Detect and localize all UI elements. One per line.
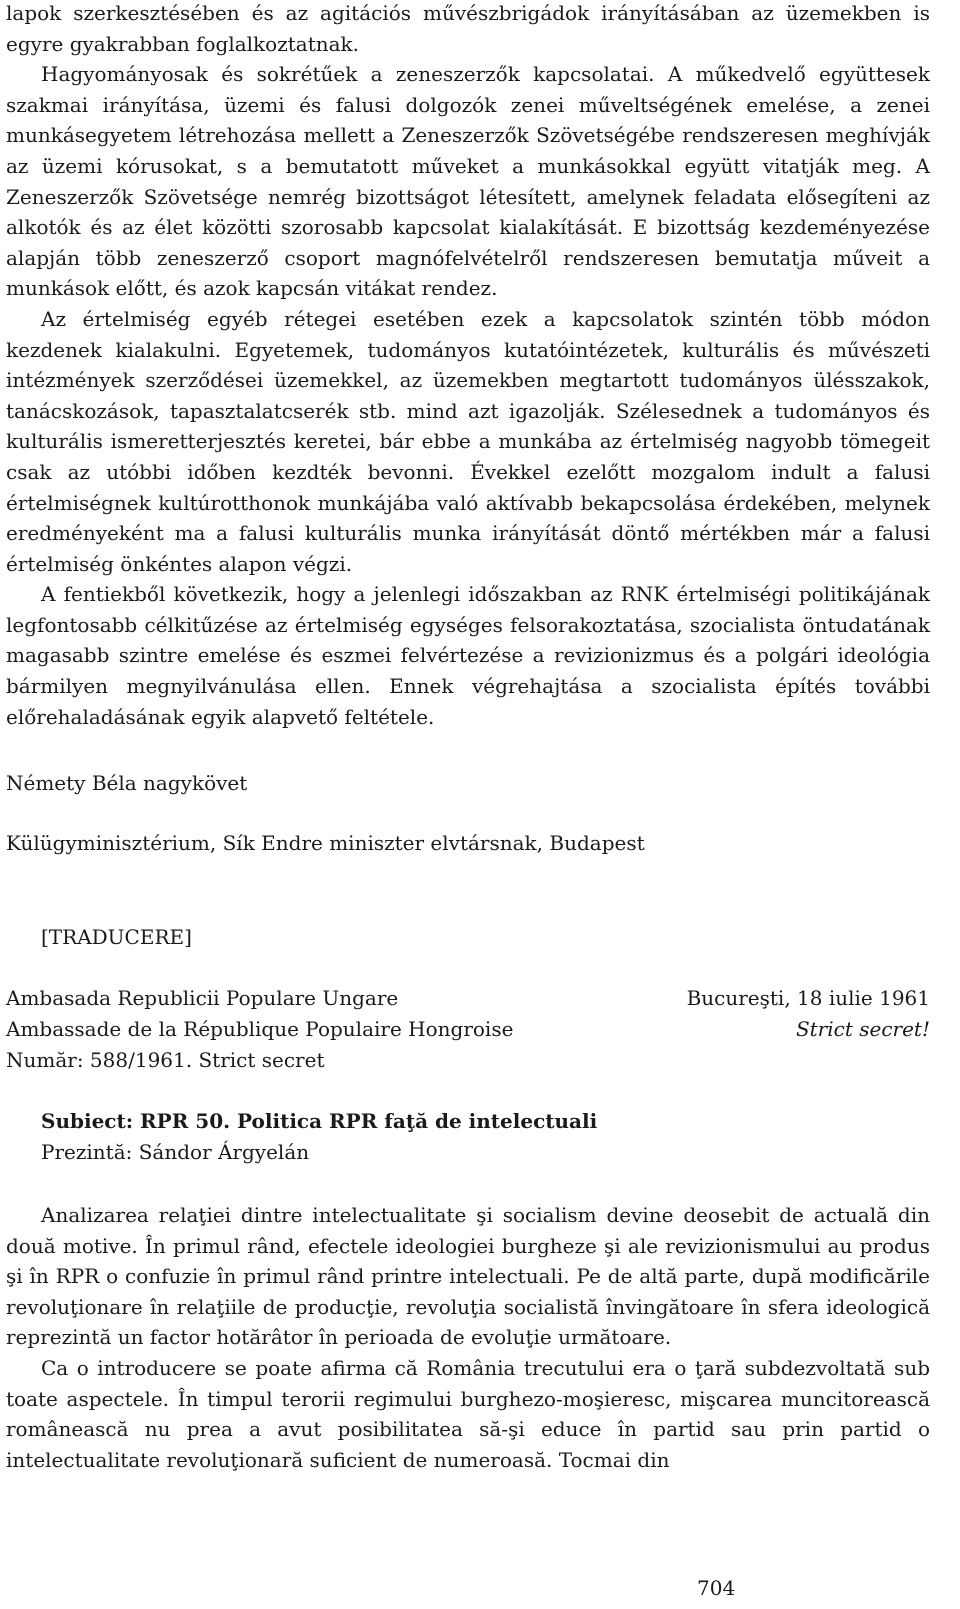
paragraph: Ca o introducere se poate afirma că România trecutului era o ţară subdezvoltată sub toate aspectele. În timpul terorii regimului burghezo-moşieresc, mişcarea muncitorească românească nu prea a avut posibilitatea să-şi educe în partid sau prin partid o intelectualitate revoluţionară suficient de numeroasă. Tocmai din <box>6 1355 930 1472</box>
classification: Strict secret! <box>795 1017 930 1041</box>
place-date: Bucureşti, 18 iulie 1961 <box>686 986 930 1010</box>
paragraph: Az értelmiség egyéb rétegei esetében ezek a kapcsolatok szintén több módon kezdenek kialakulni. Egyetemek, tudományos kutatóintézetek, kulturális és művészeti intézmények szerződései üzemekkel, az üzemekben megtartott tudományos ülésszakok, tanácskozások, tapasztalatcserék stb. mind azt igazolják. Szélesednek a tudományos és kulturális ismeretterjesztés keretei, bár ebbe a munkába az értelmiség nagyobb tömegeit csak az utóbbi időben kezdték bevonni. Évekkel ezelőtt mozgalom indult a falusi értelmiségnek kultúrotthonok munkájába való aktívabb bekapcsolása érdekében, melynek eredményeként ma a falusi kulturális munka irányítását döntő mértékben már a falusi értelmiség önkéntes alapon végzi. <box>6 306 930 576</box>
embassy-name-ro: Ambasada Republicii Populare Ungare <box>6 986 399 1010</box>
signature-line: Némety Béla nagykövet <box>6 771 248 795</box>
translation-label: [TRADUCERE] <box>41 925 192 949</box>
paragraph: A fentiekből következik, hogy a jelenlegi időszakban az RNK értelmiségi politikájának legfontosabb célkitűzése az értelmiség egységes felsorakoztatása, szocialista öntudatának magasabb szintre emelése és eszmei felvértezése a revizionizmus és a polgári ideológia bármilyen megnyilvánulása ellen. Ennek végrehajtása a szocialista építés további előrehaladásának egyik alapvető feltétele. <box>6 582 930 729</box>
hungarian-text <box>6 0 930 732</box>
page-number: 704 <box>697 1576 736 1600</box>
romanian-text <box>6 1200 930 1475</box>
header-line-3 <box>6 1045 930 1075</box>
header-line-2 <box>6 1014 930 1044</box>
header-line-1 <box>6 983 930 1013</box>
paragraph: Analizarea relaţiei dintre intelectualitate şi socialism devine deosebit de actuală din două motive. În primul rând, efectele ideologiei burgheze şi ale revizionismului au produs şi în RPR o confuzie în primul rând printre intelectuali. Pe de altă parte, după modificările revoluţionare în relaţiile de producţie, revoluţia socialistă învingătoare în sfera ideologică reprezintă un factor hotărâtor în perioada de evoluţie următoare. <box>6 1203 930 1350</box>
paragraph: lapok szerkesztésében és az agitációs művészbrigádok irányításában az üzemekben is egyre gyakrabban foglalkoztatnak. <box>6 1 930 56</box>
embassy-name-fr: Ambassade de la République Populaire Hongroise <box>6 1017 514 1041</box>
address-line: Külügyminisztérium, Sík Endre miniszter elvtársnak, Budapest <box>6 831 645 855</box>
subject-line: Subiect: RPR 50. Politica RPR faţă de intelectuali <box>41 1109 598 1133</box>
document-number: Număr: 588/1961. Strict secret <box>6 1048 325 1072</box>
presenter-line: Prezintă: Sándor Árgyelán <box>41 1140 310 1164</box>
paragraph: Hagyományosak és sokrétűek a zeneszerzők kapcsolatai. A műkedvelő együttesek szakmai irányítása, üzemi és falusi dolgozók zenei műveltségének emelése, a zenei munkásegyetem létrehozása mellett a Zeneszerzők Szövetségébe rendszeresen meghívják az üzemi kórusokat, s a bemutatott műveket a munkásokkal együtt vitatják meg. A Zeneszerzők Szövetsége nemrég bizottságot létesített, amelynek feladata elősegíteni az alkotók és az élet közötti szorosabb kapcsolat kialakítását. E bizottság kezdeményezése alapján több zeneszerző csoport magnófelvételről rendszeresen bemutatja műveit a munkások előtt, és azok kapcsán vitákat rendez. <box>6 62 930 301</box>
